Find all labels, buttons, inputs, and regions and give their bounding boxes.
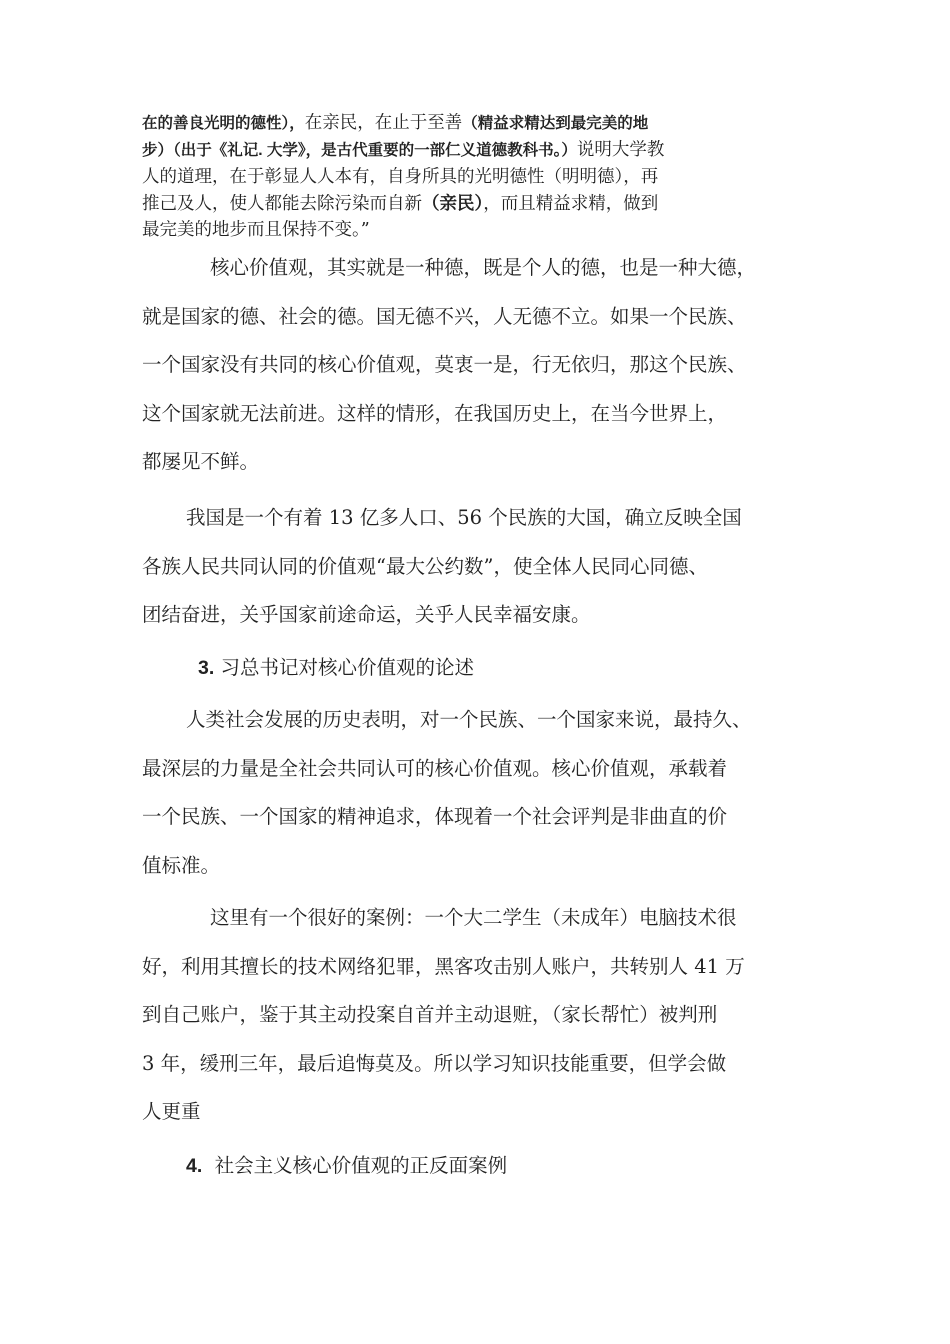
intro-line-3: 人的道理，在于彰显人人本有，自身所具的光明德性（明明德），再 [142, 167, 659, 187]
intro-text: 推己及人，使人都能去除污染而自新 [142, 194, 422, 214]
intro-bold-text: 步）（出于《礼记. 大学》，是古代重要的一部仁义道德教科书。） [142, 142, 577, 159]
intro-line-5: 最完美的地步而且保持不变。” [142, 220, 370, 240]
heading-title: 社会主义核心价值观的正反面案例 [214, 1154, 508, 1177]
paragraph-national [142, 494, 842, 640]
paragraph-line: 值标准。 [142, 853, 221, 877]
paragraph-line: 这个国家就无法前进。这样的情形，在我国历史上，在当今世界上， [142, 401, 728, 425]
section-heading-3 [142, 644, 842, 693]
paragraph-line: 人更重 [142, 1100, 201, 1124]
paragraph-line: 我国是一个有着 13 亿多人口、56 个民族的大国，确立反映全国 [186, 506, 742, 529]
paragraph-line: 各族人民共同认同的价值观“最大公约数”，使全体人民同心同德、 [142, 554, 708, 578]
paragraph-line: 都屡见不鲜。 [142, 450, 260, 474]
paragraph-line: 最深层的力量是全社会共同认可的核心价值观。核心价值观，承载着 [142, 756, 728, 780]
paragraph-case [142, 894, 842, 1137]
intro-line-4 [142, 190, 842, 217]
paragraph-line: 到自己账户，鉴于其主动投案自首并主动退赃，（家长帮忙）被判刑 [142, 1003, 718, 1027]
intro-bold-text: （亲民） [422, 193, 484, 213]
intro-text: 在亲民，在止于至善 [304, 113, 463, 133]
paragraph-line: 核心价值观，其实就是一种德，既是个人的德，也是一种大德， [210, 256, 757, 279]
intro-block [142, 110, 842, 243]
paragraph-line: 团结奋进，关乎国家前途命运，关乎人民幸福安康。 [142, 603, 591, 627]
section-heading-4 [142, 1142, 842, 1191]
paragraph-line: 一个国家没有共同的核心价值观，莫衷一是，行无依归，那这个民族、 [142, 353, 747, 377]
intro-text: ，而且精益求精，做到 [483, 194, 659, 214]
heading-line [142, 644, 842, 693]
intro-line-1 [142, 110, 842, 137]
heading-number: 3. [198, 657, 215, 679]
paragraph-line: 就是国家的德、社会的德。国无德不兴，人无德不立。如果一个民族、 [142, 304, 747, 328]
intro-line-2 [142, 137, 842, 164]
paragraph-line: 人类社会发展的历史表明，对一个民族、一个国家来说，最持久、 [186, 708, 752, 731]
heading-line [142, 1142, 842, 1191]
paragraph-core-values [142, 244, 842, 487]
heading-title: 习总书记对核心价值观的论述 [220, 656, 474, 679]
paragraph-line: 好，利用其擅长的技术网络犯罪，黑客攻击别人账户，共转别人 41 万 [142, 954, 745, 978]
intro-bold-text: 在的善良光明的德性）， [142, 115, 305, 132]
intro-bold-text: （精益求精达到最完美的地 [462, 115, 649, 132]
paragraph-history [142, 696, 842, 890]
paragraph-line: 3 年，缓刑三年，最后追悔莫及。所以学习知识技能重要，但学会做 [142, 1051, 727, 1075]
heading-number: 4. [186, 1155, 203, 1177]
intro-text: 说明大学教 [576, 140, 665, 160]
paragraph-line: 一个民族、一个国家的精神追求，体现着一个社会评判是非曲直的价 [142, 805, 728, 829]
paragraph-line: 这里有一个很好的案例：一个大二学生（未成年）电脑技术很 [210, 906, 737, 929]
